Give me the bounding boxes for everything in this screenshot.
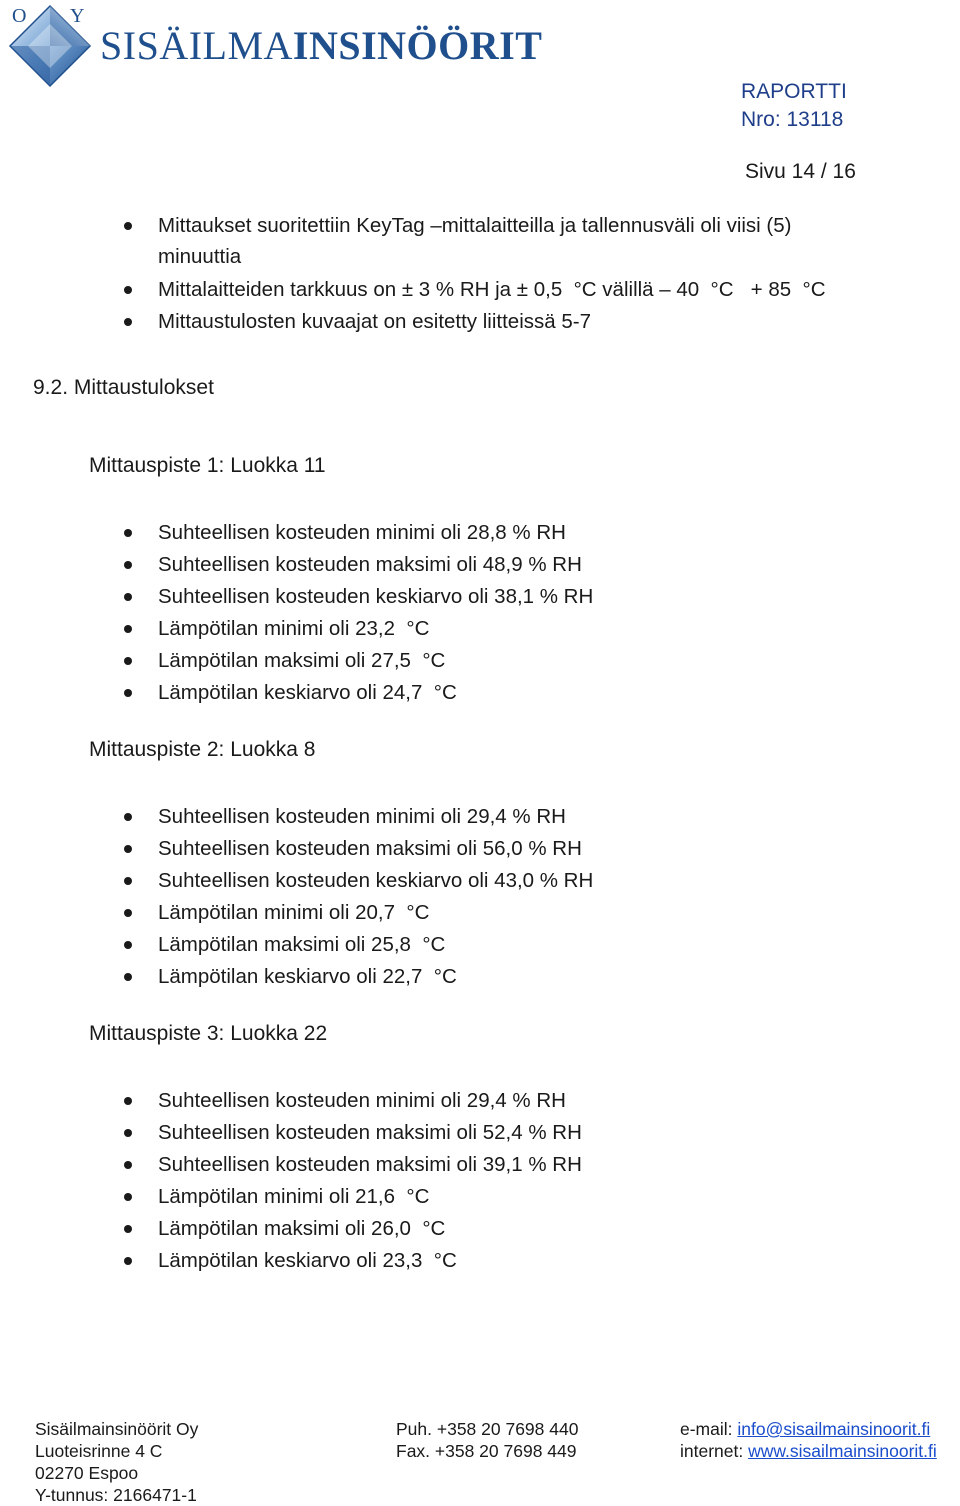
list-item: Lämpötilan maksimi oli 26,0 °C (0, 1213, 582, 1245)
list-item: Suhteellisen kosteuden maksimi oli 56,0 % RH (0, 833, 593, 865)
list-item: Lämpötilan minimi oli 23,2 °C (0, 613, 593, 645)
list-item: Mittalaitteiden tarkkuus on ± 3 % RH ja ± 0,5 °C välillä – 40 °C + 85 °C (0, 274, 878, 306)
list-item: Lämpötilan maksimi oli 25,8 °C (0, 929, 593, 961)
list-item: Lämpötilan minimi oli 21,6 °C (0, 1181, 582, 1213)
logo-mark-left-letter: O (12, 5, 27, 27)
logo-wordmark (100, 23, 543, 68)
email-link[interactable]: info@sisailmainsinoorit.fi (737, 1419, 931, 1439)
footer-web-label: internet: (680, 1441, 749, 1461)
list-item: Lämpötilan keskiarvo oli 23,3 °C (0, 1245, 582, 1277)
footer-email-label: e-mail: (680, 1419, 738, 1439)
point-1-list (0, 517, 593, 709)
list-item: Lämpötilan minimi oli 20,7 °C (0, 897, 593, 929)
point-3-list (0, 1085, 582, 1277)
footer-address (35, 1418, 198, 1506)
section-heading: 9.2. Mittaustulokset (33, 376, 214, 399)
list-item: Lämpötilan maksimi oli 27,5 °C (0, 645, 593, 677)
report-type: RAPORTTI (741, 80, 847, 103)
footer-street: Luoteisrinne 4 C (35, 1441, 163, 1461)
footer-business-id: Y-tunnus: 2166471-1 (35, 1485, 197, 1505)
footer-phone: Puh. +358 20 7698 440 (396, 1419, 579, 1439)
website-link[interactable]: www.sisailmainsinoorit.fi (748, 1441, 937, 1461)
point-2-list (0, 801, 593, 993)
list-item: Mittaukset suoritettiin KeyTag –mittalaitteilla ja tallennusväli oli viisi (5) minuuttia (0, 210, 878, 272)
list-item: Mittaustulosten kuvaajat on esitetty liitteissä 5-7 (0, 306, 878, 338)
diamond-logo-icon (4, 2, 96, 88)
list-item: Suhteellisen kosteuden maksimi oli 48,9 % RH (0, 549, 593, 581)
list-item: Suhteellisen kosteuden minimi oli 29,4 % RH (0, 801, 593, 833)
list-item: Suhteellisen kosteuden minimi oli 29,4 % RH (0, 1085, 582, 1117)
footer-company: Sisäilmainsinöörit Oy (35, 1419, 199, 1439)
list-item: Suhteellisen kosteuden minimi oli 28,8 % RH (0, 517, 593, 549)
company-logo (4, 2, 544, 88)
logo-wordmark-a: SISÄILMA (100, 23, 293, 68)
report-number: Nro: 13118 (741, 108, 844, 131)
list-item: Lämpötilan keskiarvo oli 24,7 °C (0, 677, 593, 709)
page-number: Sivu 14 / 16 (745, 160, 856, 183)
list-item: Suhteellisen kosteuden keskiarvo oli 43,0 % RH (0, 865, 593, 897)
list-item: Suhteellisen kosteuden keskiarvo oli 38,1 % RH (0, 581, 593, 613)
list-item: Suhteellisen kosteuden maksimi oli 52,4 % RH (0, 1117, 582, 1149)
footer-fax: Fax. +358 20 7698 449 (396, 1441, 577, 1461)
list-item: Lämpötilan keskiarvo oli 22,7 °C (0, 961, 593, 993)
footer-postal: 02270 Espoo (35, 1463, 139, 1483)
logo-mark-right-letter: Y (70, 5, 85, 27)
list-item: Suhteellisen kosteuden maksimi oli 39,1 % RH (0, 1149, 582, 1181)
footer-contact (396, 1418, 578, 1462)
point-3-title: Mittauspiste 3: Luokka 22 (89, 1022, 328, 1045)
point-2-title: Mittauspiste 2: Luokka 8 (89, 738, 316, 761)
intro-bullet-list (0, 210, 878, 338)
footer-online (680, 1418, 937, 1462)
point-1-title: Mittauspiste 1: Luokka 11 (89, 454, 326, 477)
logo-wordmark-b: INSINÖÖRIT (292, 23, 543, 68)
